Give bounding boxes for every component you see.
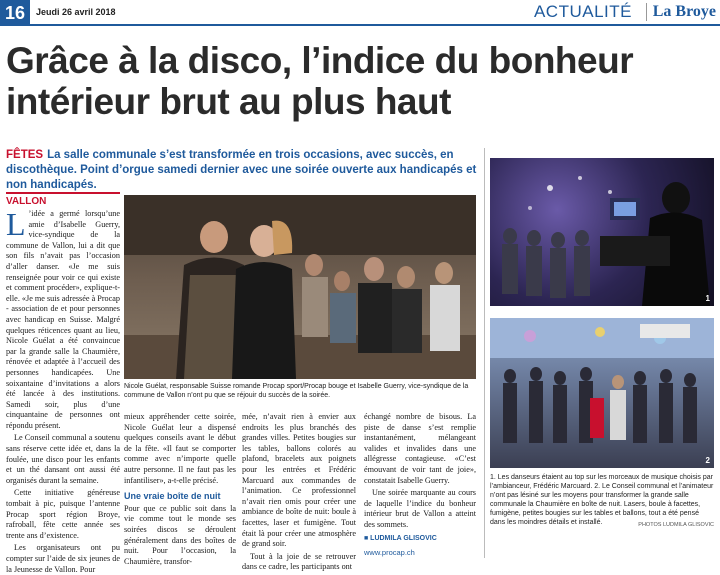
body-paragraph: Une soirée marquante au cours de laquelle l’indice du bonheur intérieur brut de Vallon a atteint des sommets. — [364, 488, 476, 529]
photo-illustration — [124, 195, 476, 379]
section-rubric: ACTUALITÉ — [533, 2, 632, 21]
photo-crowd-dancing — [490, 318, 714, 468]
drop-cap: L — [6, 206, 26, 242]
photo-illustration — [490, 318, 714, 468]
article-column-2 — [124, 412, 236, 566]
article-column-3 — [242, 412, 356, 572]
page-header — [0, 0, 720, 26]
article-headline: Grâce à la disco, l’indice du bonheur intérieur brut au plus haut — [6, 40, 634, 122]
article-lead — [6, 148, 486, 193]
body-paragraph: Cette initiative généreuse tombait à pic, puisque l’antenne Procap sport région Broye, rafroball, fête cette année ses trente ans d’existence. — [6, 488, 120, 540]
side-photos-caption: 1. Les danseurs étaient au top sur les morceaux de musique choisis par l’ambianceur, Frédéric Marcuard. 2. Le Conseil communal et l’animateur n’ont pas lésiné sur les moyens pour transformer la grande salle communale la Chaumière en boîte de nuit. Lasers, boule à facettes, fumigène, petites bougies sur les tables et ballons, tout a été pensé dans les moindres détails et installé. — [490, 474, 714, 526]
subheading: Une vraie boîte de nuit — [124, 491, 221, 502]
page-number: 16 — [0, 0, 30, 26]
photo-number: 2 — [705, 456, 710, 465]
procap-link[interactable]: www.procap.ch — [364, 548, 415, 558]
lead-kicker: FÊTES — [6, 149, 44, 161]
body-paragraph: Pour que ce public soit dans la vie comme tout le monde ses soirées discos se déroulent généralement dans des boîtes de nuit. Pour l’occasion, la Chaumière, transfor- — [124, 503, 236, 566]
article-column-4 — [364, 412, 476, 557]
photo-number: 1 — [705, 294, 710, 303]
body-paragraph: Tout à la joie de se retrouver dans ce cadre, les participants ont — [242, 551, 356, 572]
body-paragraph: mée, n’avait rien à envier aux endroits les plus branchés des grandes villes. Petites bougies sur les tables, ballons colorés au plafond, bracelets aux poignets pour les entrées et Frédéric Marcuard aux commandes de l’animation. Ce professionnel n’avait rien omis pour créer une ambiance de boîte de nuit: boule à facettes, laser et fumigène. Tout était là pour créer une atmosphère de grand soir. — [242, 412, 356, 549]
issue-date: Jeudi 26 avril 2018 — [36, 7, 116, 17]
main-photo-caption: Nicole Guélat, responsable Suisse romande Procap sport/Procap bouge et Isabelle Guerry, vice-syndique de la commune de Vallon n’ont pu que se réjouir du succès de la soirée. — [124, 383, 469, 399]
lead-text: La salle communale s’est transformée en trois occasions, avec succès, en discothèque. Point d’orgue samedi dernier avec une soirée ouverte aux handicapés et non handicapés. — [6, 149, 477, 191]
author-byline: ■ LUDMILA GLISOVIC — [364, 534, 437, 542]
body-paragraph: Le Conseil communal a soutenu sans réserve cette idée et, dans la foulée, une disco pour les enfants et un thé dansant ont aussi été organisés durant la semaine. — [6, 433, 120, 485]
photo-illustration — [490, 158, 714, 306]
body-paragraph: mieux appréhender cette soirée, Nicole Guélat leur a dispensé quelques conseils avant le début de la fête. «Il faut se comporter comme avec n’importe quelle autre personne. Il ne faut pas les infantiliser», a-t-elle précisé. — [124, 412, 236, 485]
column-divider — [484, 148, 485, 558]
body-paragraph: Les organisateurs ont pu compter sur l’aide de six jeunes de la Jeunesse de Vallon. Pour — [6, 543, 120, 574]
location-tag: VALLON — [6, 192, 120, 207]
photo-credit: PHOTOS LUDMILA GLISOVIC — [638, 522, 714, 528]
article-column-1 — [6, 206, 120, 574]
newspaper-logo: La Broye — [646, 3, 716, 21]
photo-dj-dancefloor — [490, 158, 714, 306]
main-photo-two-women — [124, 195, 476, 379]
body-paragraph: L ’idée a germé lorsqu’une amie d’Isabelle Guerry, vice-syndique de la commune de Vallon, lui a dit que son fils n’avait pas l’occasion d’aller danser. «Je me suis renseignée pour voir ce qui existe et comment procéder», explique-t-elle. «Je me suis adressée à Procap - association de et pour personnes avec handicap en Suisse. Malgré quelques réticences quant au lieu, Nicole Guélat a été convaincue par la grande salle la Chaumière, rénovée et adaptée à l’accueil des personnes handicapées. Une soixantaine d’invitations a alors été lancée à des institutions. Samedi soir, plus d’une cinquantaine de personnes ont répondu présent. — [6, 206, 120, 430]
body-paragraph: échangé nombre de bisous. La piste de danse s’est remplie instantanément, mélangeant valides et invalides dans une allégresse contagieuse. «C’est émouvant de voir tant de joie», constatait Isabelle Guerry. — [364, 412, 476, 485]
